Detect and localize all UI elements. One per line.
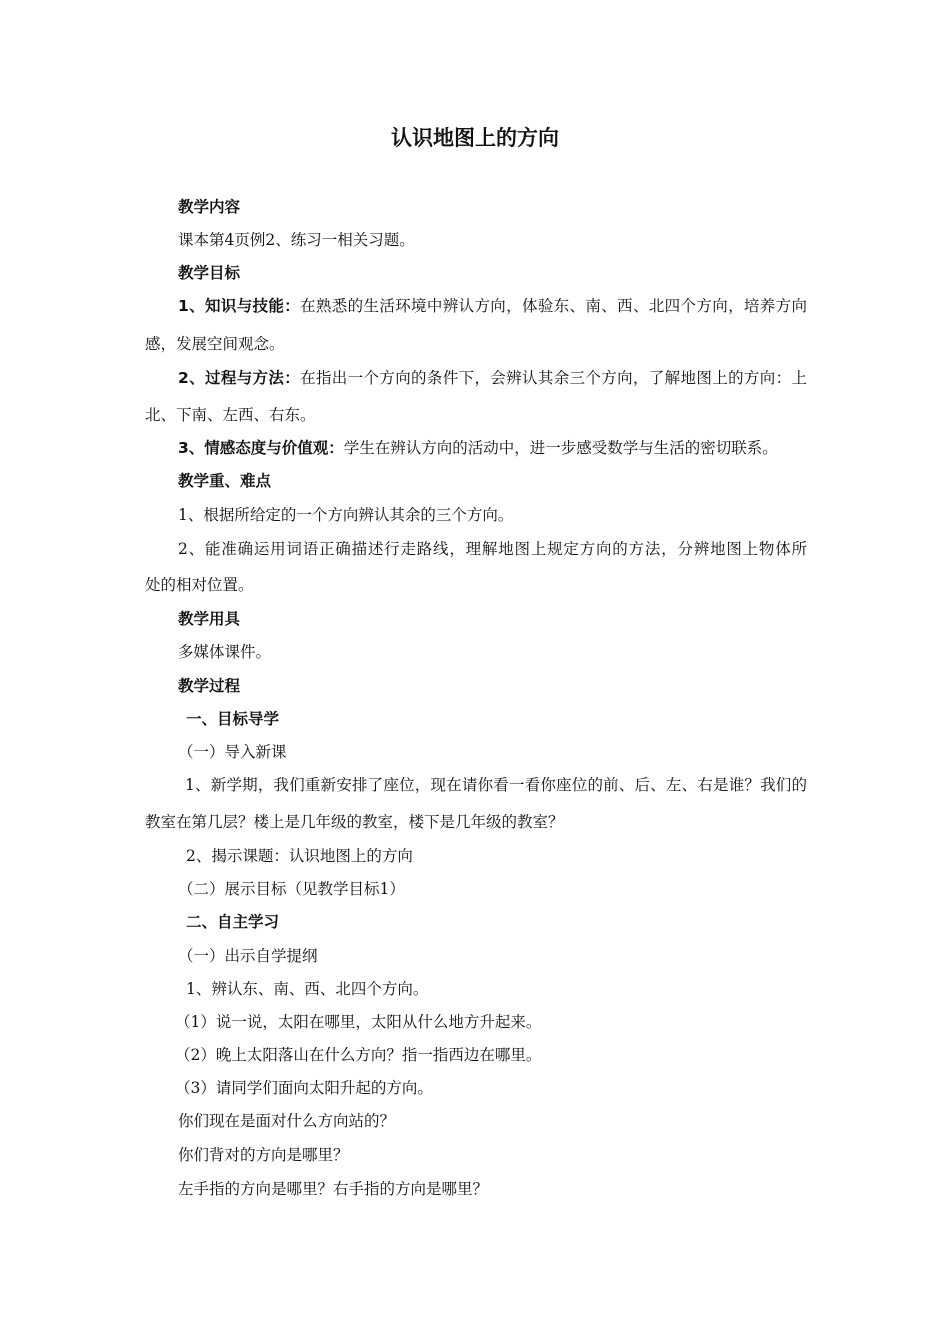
- section-heading-key-points: 教学重、难点: [178, 472, 272, 490]
- key-point-1: 1、根据所给定的一个方向辨认其余的三个方向。: [178, 506, 514, 524]
- goal-3: [178, 437, 778, 459]
- goal-3-label: 3、情感态度与价值观：: [178, 439, 344, 457]
- goal-1-label: 1、知识与技能：: [178, 297, 301, 315]
- section-heading-content: 教学内容: [178, 198, 241, 216]
- process-subheading: （二）展示目标（见教学目标1）: [178, 880, 405, 898]
- section-heading-tools: 教学用具: [178, 610, 241, 628]
- question-5: 你们背对的方向是哪里？: [178, 1146, 349, 1164]
- document-title: 认识地图上的方向: [391, 126, 559, 150]
- goal-1-continued: 感，发展空间观念。: [145, 335, 285, 353]
- key-point-2-continued: 处的相对位置。: [145, 576, 254, 594]
- process-item: 1、辨认东、南、西、北四个方向。: [186, 980, 429, 998]
- question-2: （2）晚上太阳落山在什么方向？指一指西边在哪里。: [175, 1046, 542, 1064]
- process-part-2-heading: 二、自主学习: [186, 913, 280, 931]
- goal-1-text: 在熟悉的生活环境中辨认方向，体验东、南、西、北四个方向，培养方向: [300, 297, 807, 315]
- section-heading-goals: 教学目标: [178, 264, 241, 282]
- section-heading-process: 教学过程: [178, 677, 241, 695]
- process-subheading: （一）导入新课: [178, 743, 287, 761]
- question-3: （3）请同学们面向太阳升起的方向。: [175, 1079, 433, 1097]
- goal-2-label: 2、过程与方法：: [178, 369, 301, 387]
- goal-2: [145, 367, 807, 389]
- process-subheading: （一）出示自学提纲: [178, 947, 318, 965]
- goal-1: [145, 295, 807, 317]
- tools-text: 多媒体课件。: [178, 643, 272, 661]
- question-4: 你们现在是面对什么方向站的？: [178, 1112, 396, 1130]
- process-item-continued: 教室在第几层？楼上是几年级的教室，楼下是几年级的教室？: [145, 813, 564, 831]
- goal-3-text: 学生在辨认方向的活动中，进一步感受数学与生活的密切联系。: [343, 439, 778, 457]
- process-item: 1、新学期，我们重新安排了座位，现在请你看一看你座位的前、后、左、右是谁？我们的: [185, 776, 807, 794]
- key-point-2: 2、能准确运用词语正确描述行走路线，理解地图上规定方向的方法，分辨地图上物体所: [178, 540, 807, 558]
- goal-2-continued: 北、下南、左西、右东。: [145, 406, 316, 424]
- question-1: （1）说一说，太阳在哪里，太阳从什么地方升起来。: [175, 1013, 542, 1031]
- paragraph: 课本第4页例2、练习一相关习题。: [178, 231, 415, 249]
- process-item: 2、揭示课题：认识地图上的方向: [186, 847, 413, 865]
- process-part-1-heading: 一、目标导学: [186, 710, 280, 728]
- goal-2-text: 在指出一个方向的条件下，会辨认其余三个方向，了解地图上的方向：上: [300, 369, 807, 387]
- question-6: 左手指的方向是哪里？右手指的方向是哪里？: [178, 1180, 489, 1198]
